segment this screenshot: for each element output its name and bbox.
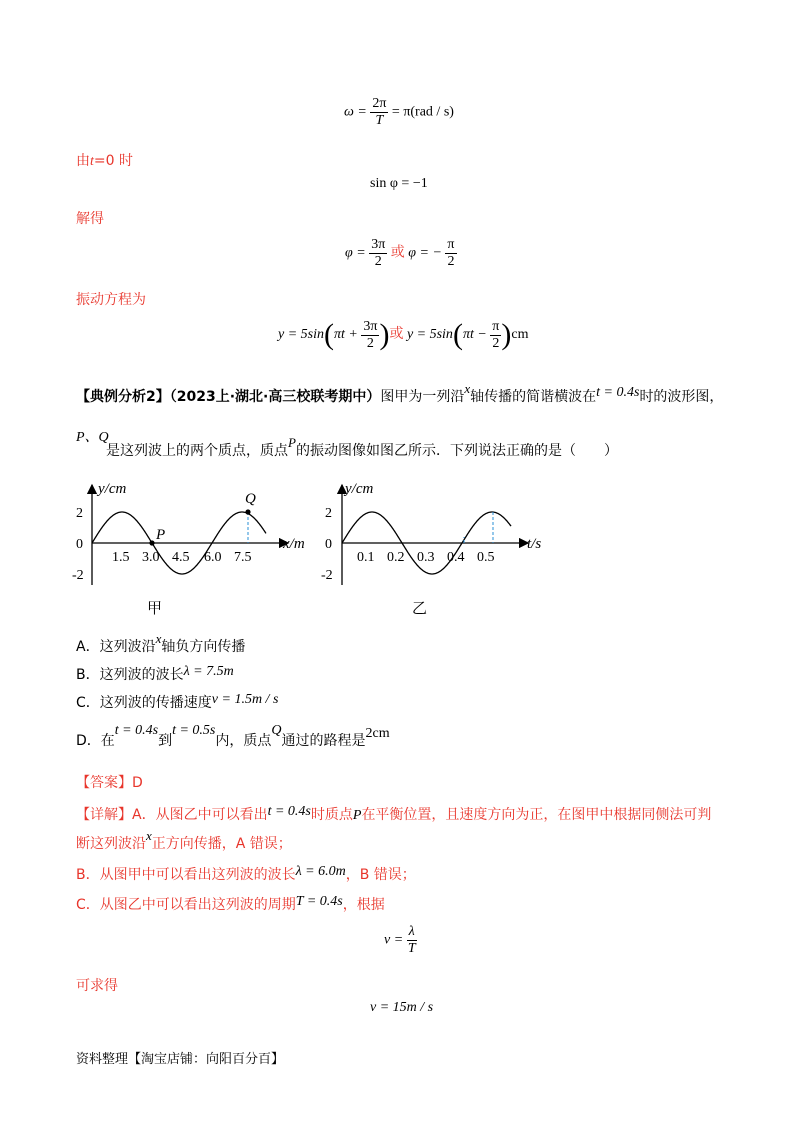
detail-c-value: T = 0.4s (295, 894, 343, 909)
example-tag: 【典例分析2】 (76, 389, 170, 405)
t0-suffix: =0 时 (93, 153, 133, 169)
option-b-value: λ = 7.5m (183, 664, 234, 679)
example-text-4: 是这列波上的两个质点，质点 (106, 443, 288, 459)
option-b-text: 这列波的波长 (99, 667, 184, 683)
y-axis-label: y/cm (345, 481, 374, 497)
y-unit: cm (511, 327, 529, 343)
y-b-numerator: π (492, 318, 500, 334)
detail-b-text-1: B．从图甲中可以看出这列波的波长 (76, 867, 296, 883)
detail-tag: 【详解】 (76, 807, 132, 823)
example-p: P (288, 435, 296, 450)
detail-line-1 (76, 804, 711, 824)
option-d-text-4: 通过的路程是 (281, 733, 366, 749)
detail-a-t: t = 0.4s (267, 804, 311, 819)
option-d-letter: D． (76, 733, 101, 749)
detail-a-text-4: 断这列波沿 (76, 836, 146, 852)
option-c-letter: C． (76, 695, 100, 711)
obtain-label: 可求得 (76, 978, 118, 994)
y-a-prefix: y = 5sin (278, 327, 324, 343)
caption-jia: 甲 (147, 601, 163, 615)
detail-a-text-1: A．从图乙中可以看出 (132, 807, 268, 823)
answer-tag: 【答案】 (76, 775, 132, 791)
phi-a-lhs: φ = (345, 245, 366, 261)
y-tick-neg2: -2 (72, 568, 84, 583)
phi-b-denominator: 2 (447, 254, 455, 269)
example-x: x (464, 381, 471, 396)
t-tick-0.3: 0.3 (417, 550, 435, 565)
y-tick-neg2: -2 (321, 568, 333, 583)
option-c-text: 这列波的传播速度 (99, 695, 212, 711)
t0-label (76, 150, 133, 170)
detail-b-value: λ = 6.0m (295, 864, 346, 879)
detail-line-4 (76, 894, 385, 914)
y-b-inner: πt − (462, 327, 487, 343)
y-b-denominator: 2 (492, 335, 500, 351)
phi-b-lhs: φ = − (408, 245, 442, 261)
option-d-text-2: 到 (158, 733, 173, 749)
detail-a-text-2: 时质点 (310, 807, 353, 823)
y-axis-label: y/cm (98, 481, 127, 497)
v-denominator: T (407, 941, 416, 956)
caption-yi: 乙 (412, 601, 428, 615)
y-tick-2: 2 (325, 506, 332, 521)
t-tick-0.1: 0.1 (357, 550, 375, 565)
t0-variable: t (90, 154, 94, 169)
vibration-equation: y = 5sin(πt + $\frac{3\pi}{2}$ )或 y = 5sin(πt − $\frac{\pi}{2}$ )cm (278, 318, 529, 351)
example-line-1 (76, 381, 724, 406)
detail-c-text-1: C．从图乙中可以看出这列波的周期 (76, 897, 296, 913)
omega-equation (344, 96, 454, 129)
phi-b-fraction (445, 237, 456, 270)
y-b-prefix: y = 5sin (406, 327, 453, 343)
option-d-text-1: 在 (100, 733, 115, 749)
example-text-5: 的振动图像如图乙所示．下列说法正确的是（ ） (295, 443, 618, 459)
footer-text: 资料整理【淘宝店铺：向阳百分百】 (76, 1052, 285, 1067)
y-tick-2: 2 (76, 506, 83, 521)
phi-a-fraction (369, 237, 387, 270)
y-a-numerator: 3π (363, 318, 378, 334)
option-c-value: v = 1.5m / s (211, 692, 279, 707)
phi-or: 或 (390, 244, 405, 261)
option-d-value-2: t = 0.5s (172, 723, 216, 738)
example-text-1: 图甲为一列沿 (380, 389, 465, 405)
graph-jia (70, 475, 330, 615)
detail-c-text-2: ，根据 (342, 897, 385, 913)
answer (76, 772, 143, 792)
y-b-fraction (490, 319, 501, 352)
v-lhs: v = (384, 932, 404, 948)
example-text-2: 轴传播的简谐横波在 (470, 389, 597, 405)
phi-a-denominator: 2 (374, 254, 382, 269)
x-axis-label: x/m (283, 536, 305, 552)
detail-a-p: P (352, 808, 362, 823)
x-tick-6.0: 6.0 (204, 550, 222, 565)
example-pq: P、Q (76, 430, 109, 445)
option-d-q: Q (271, 723, 282, 738)
phi-equation (345, 237, 457, 270)
y-tick-0: 0 (76, 537, 83, 552)
v-fraction (407, 924, 417, 957)
y-a-fraction (361, 319, 379, 352)
omega-fraction (370, 96, 388, 129)
point-p-dot (149, 540, 154, 545)
t-tick-0.2: 0.2 (387, 550, 405, 565)
option-b-letter: B． (76, 667, 100, 683)
option-d-value-3: 2cm (365, 726, 390, 741)
answer-value: D (132, 775, 143, 791)
sin-equation: sin φ = −1 (370, 176, 428, 191)
vibration-label: 振动方程为 (76, 292, 146, 308)
detail-b-text-2: ，B 错误； (345, 867, 416, 883)
option-b[interactable] (76, 664, 234, 684)
point-q-dot (245, 509, 250, 514)
phi-b-numerator: π (447, 237, 455, 252)
example-text-3: 时的波形图， (639, 389, 724, 405)
x-tick-1.5: 1.5 (112, 550, 130, 565)
t-tick-0.4: 0.4 (447, 550, 465, 565)
option-a-letter: A． (76, 639, 100, 655)
v-numerator: λ (408, 924, 415, 939)
option-d[interactable] (76, 723, 390, 750)
omega-lhs: ω = (344, 104, 367, 120)
graph-yi (315, 475, 555, 615)
point-p-label: P (156, 527, 166, 543)
detail-a-x: x (146, 828, 152, 843)
option-a-text-2: 轴负方向传播 (161, 639, 246, 655)
omega-denominator: T (375, 113, 384, 128)
x-tick-4.5: 4.5 (172, 550, 190, 565)
v-result-equation: v = 15m / s (370, 1000, 434, 1015)
option-a-text-1: 这列波沿 (99, 639, 156, 655)
option-a[interactable] (76, 631, 246, 656)
t0-prefix: 由 (76, 153, 90, 169)
phi-a-numerator: 3π (371, 237, 386, 252)
omega-numerator: 2π (372, 96, 387, 111)
x-tick-7.5: 7.5 (234, 550, 252, 565)
point-q-label: Q (245, 491, 256, 507)
t-axis-label: t/s (527, 536, 542, 552)
y-or: 或 (389, 326, 404, 343)
x-tick-3.0: 3.0 (142, 550, 160, 565)
t-tick-0.5: 0.5 (477, 550, 495, 565)
option-d-value-1: t = 0.4s (114, 723, 159, 738)
example-source: （2023上·湖北·高三校联考期中） (169, 389, 381, 405)
option-c[interactable] (76, 692, 278, 712)
y-tick-0: 0 (325, 537, 332, 552)
v-equation (384, 924, 417, 957)
option-a-x: x (155, 631, 162, 646)
y-a-denominator: 2 (366, 335, 374, 351)
detail-a-text-5: 正方向传播，A 错误； (151, 836, 292, 852)
option-d-text-3: 内，质点 (215, 733, 272, 749)
detail-a-text-3: 在平衡位置，且速度方向为正，在图甲中根据同侧法可判 (361, 807, 712, 823)
detail-line-2 (76, 828, 292, 853)
omega-rhs: = π(rad / s) (391, 104, 454, 120)
detail-line-3 (76, 864, 416, 884)
y-a-inner: πt + (334, 327, 358, 343)
example-t-value: t = 0.4s (596, 385, 640, 400)
example-line-2 (76, 430, 618, 460)
solve-label: 解得 (76, 211, 104, 227)
